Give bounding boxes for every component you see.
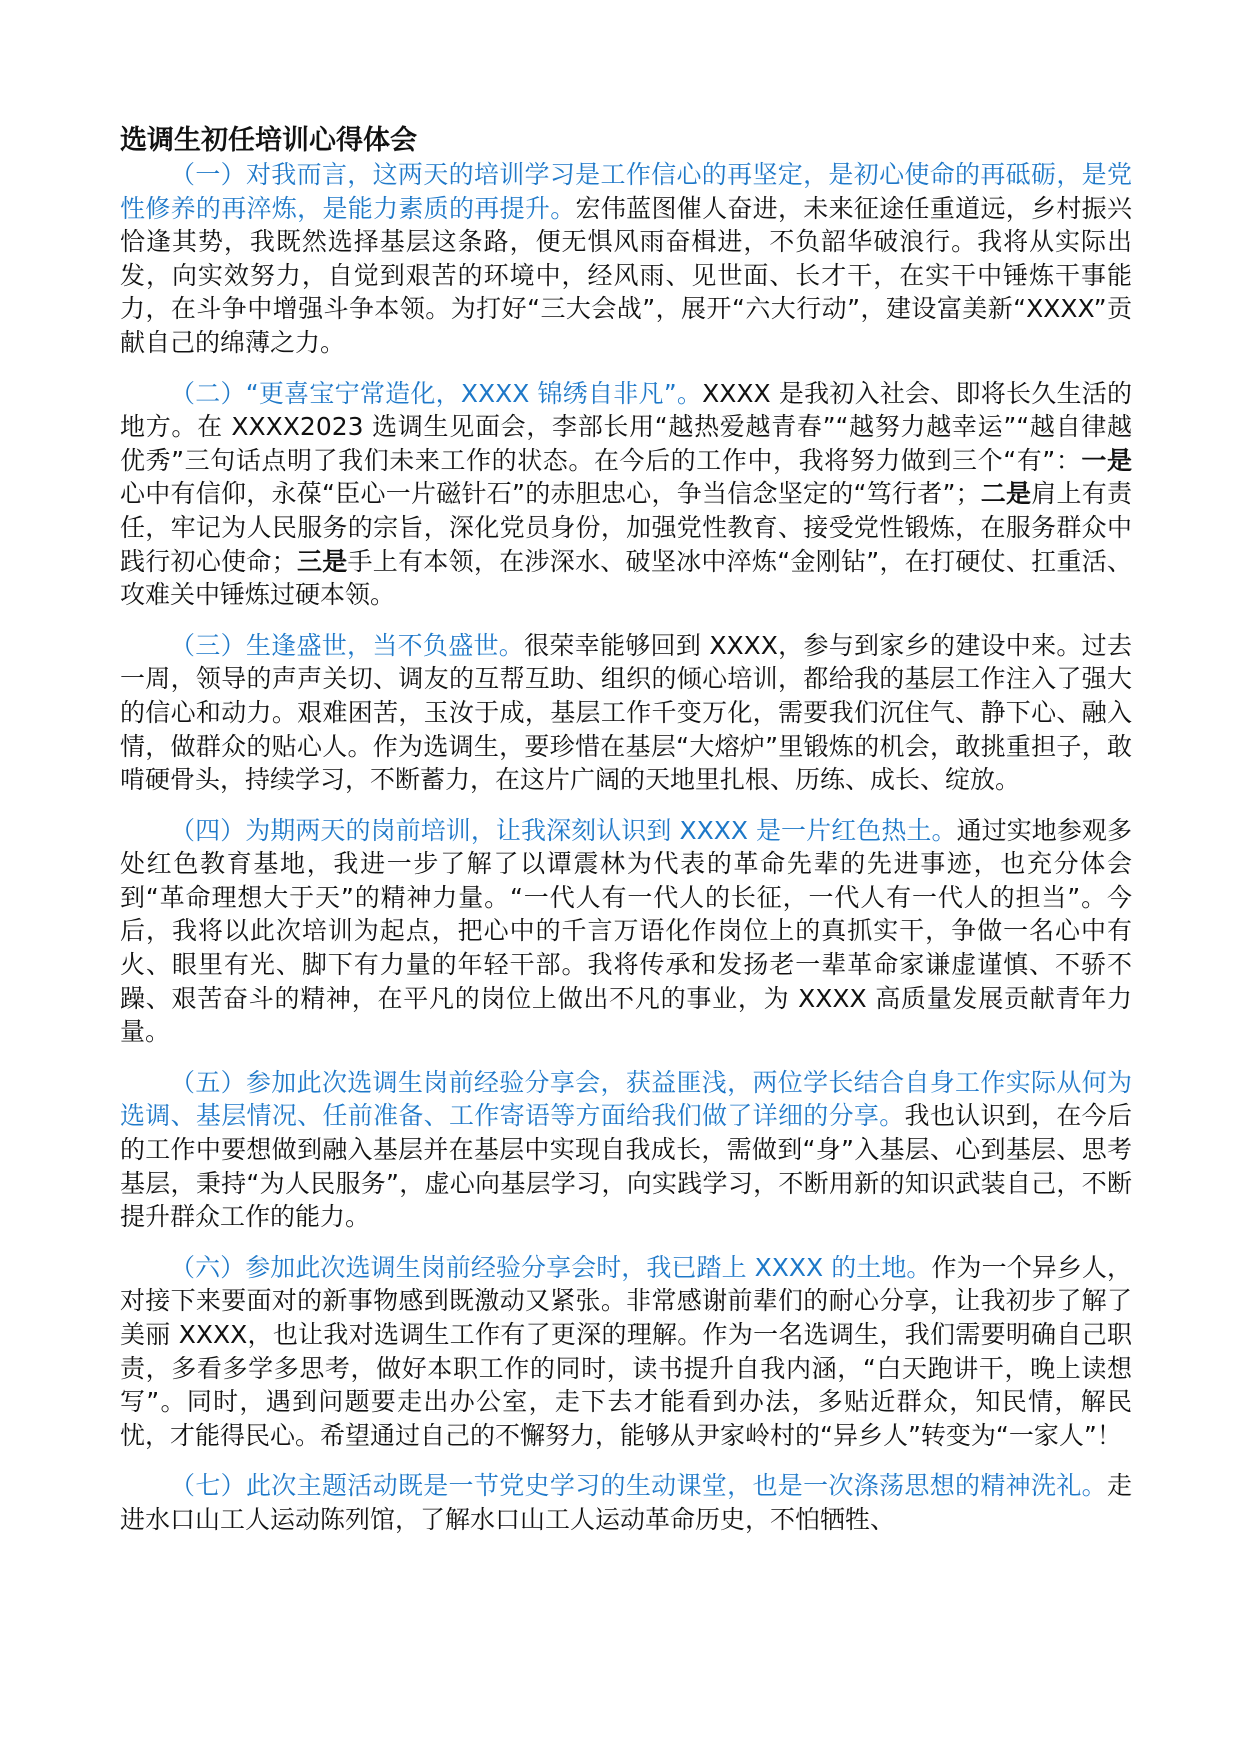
paragraph-4-body: 通过实地参观多处红色教育基地，我进一步了解了以谭震林为代表的革命先辈的先进事迹，也充分体会到“革命理想大于天”的精神力量。“一代人有一代人的长征，一代人有一代人的担当”。今后，我将以此次培训为起点，把心中的千言万语化作岗位上的真抓实干，争做一名心中有火、眼里有光、脚下有力量的年轻干部。我将传承和发扬老一辈革命家谦虚谨慎、不骄不躁、艰苦奋斗的精神，在平凡的岗位上做出不凡的事业，为 XXXX 高质量发展贡献青年力量。 [120,815,1132,1047]
paragraph-5-lead: （五）参加此次选调生岗前经验分享会，获益匪浅，两位学长结合自身工作实际从何为选调、基层情况、任前准备、工作寄语等方面给我们做了详细的分享。 [120,1067,1132,1131]
paragraph-7-lead: （七）此次主题活动既是一节党史学习的生动课堂，也是一次涤荡思想的精神洗礼。 [170,1471,1107,1501]
paragraph-3-lead: （三）生逢盛世，当不负盛世。 [170,630,525,660]
paragraph-6-body: 作为一个异乡人，对接下来要面对的新事物感到既激动又紧张。非常感谢前辈们的耐心分享，让我初步了解了美丽 XXXX，也让我对选调生工作有了更深的理解。作为一名选调生，我们需要明确自己职责，多看多学多思考，做好本职工作的同时，读书提升自我内涵，“白天跑讲干，晚上读想写”。同时，遇到问题要走出办公室，走下去才能看到办法，多贴近群众，知民情，解民忧，才能得民心。希望通过自己的不懈努力，能够从尹家岭村的“异乡人”转变为“一家人”！ [120,1252,1132,1450]
paragraph-3-body: 很荣幸能够回到 XXXX，参与到家乡的建设中来。过去一周，领导的声声关切、调友的互帮互助、组织的倾心培训，都给我的基层工作注入了强大的信心和动力。艰难困苦，玉汝于成，基层工作千变万化，需要我们沉住气、静下心、融入情，做群众的贴心人。作为选调生，要珍惜在基层“大熔炉”里锻炼的机会，敢挑重担子，敢啃硬骨头，持续学习，不断蓄力，在这片广阔的天地里扎根、历练、成长、绽放。 [120,630,1132,795]
paragraph-2-body-1: XXXX 是我初入社会、即将长久生活的地方。在 XXXX2023 选调生见面会，李部长用“越热爱越青春”“越努力越幸运”“越自律越优秀”三句话点明了我们未来工作的状态。在今后的工作中，我将努力做到三个“有”： [120,378,1132,475]
paragraph-6-lead: （六）参加此次选调生岗前经验分享会时，我已踏上 XXXX 的土地。 [170,1252,932,1282]
paragraph-3 [120,629,1132,797]
paragraph-2 [120,377,1132,612]
paragraph-7-body: 走进水口山工人运动陈列馆，了解水口山工人运动革命历史，不怕牺牲、 [120,1471,1132,1534]
paragraph-1-body: 宏伟蓝图催人奋进，未来征途任重道远，乡村振兴恰逢其势，我既然选择基层这条路，便无惧风雨奋楫进，不负韶华破浪行。我将从实际出发，向实效努力，自觉到艰苦的环境中，经风雨、见世面、长才干，在实干中锤炼干事能力，在斗争中增强斗争本领。为打好“三大会战”，展开“六大行动”，建设富美新“XXXX”贡献自己的绵薄之力。 [120,193,1132,357]
paragraph-2-bold-1: 一是 [1081,445,1132,475]
paragraph-2-body-3: 肩上有责任，牢记为人民服务的宗旨，深化党员身份，加强党性教育、接受党性锻炼，在服务群众中践行初心使命； [120,479,1132,576]
paragraph-1-lead: （一）对我而言，这两天的培训学习是工作信心的再坚定，是初心使命的再砥砺，是党性修养的再淬炼，是能力素质的再提升。 [120,160,1132,223]
paragraph-2-bold-2: 二是 [980,479,1032,509]
paragraph-5-body: 我也认识到，在今后的工作中要想做到融入基层并在基层中实现自我成长，需做到“身”入基层、心到基层、思考基层，秉持“为人民服务”，虚心向基层学习，向实践学习，不断用新的知识武装自己，不断提升群众工作的能力。 [120,1101,1132,1232]
paragraph-2-body-2: 心中有信仰，永葆“臣心一片磁针石”的赤胆忠心，争当信念坚定的“笃行者”； [120,479,981,509]
paragraph-6 [120,1251,1132,1453]
paragraph-4-lead: （四）为期两天的岗前培训，让我深刻认识到 XXXX 是一片红色热土。 [170,815,957,845]
paragraph-2-bold-3: 三是 [296,546,348,576]
paragraph-2-body-4: 手上有本领，在涉深水、破坚冰中淬炼“金刚钻”，在打硬仗、扛重活、攻难关中锤炼过硬本领。 [120,546,1132,610]
paragraph-1 [120,158,1132,360]
paragraph-2-lead: （二）“更喜宝宁常造化，XXXX 锦绣自非凡”。 [170,378,703,408]
document-title: 选调生初任培训心得体会 [120,125,417,156]
document-page [120,124,1132,1554]
paragraph-4 [120,814,1132,1049]
paragraph-5 [120,1066,1132,1234]
paragraph-7 [120,1469,1132,1536]
